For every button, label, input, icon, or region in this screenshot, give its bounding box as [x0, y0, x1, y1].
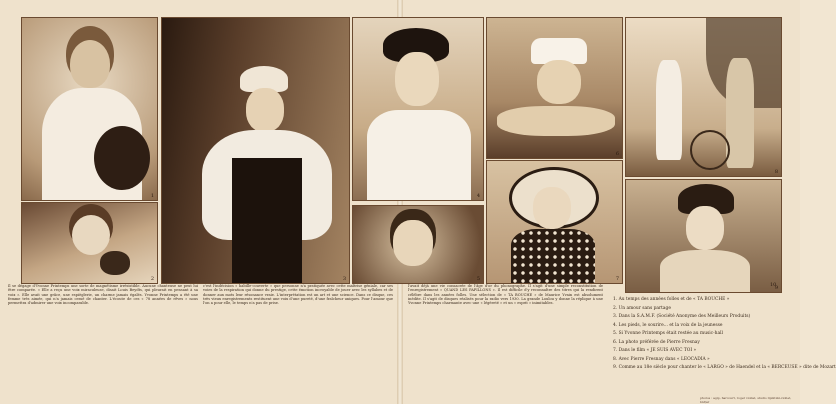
- body-paragraph: Il se dégage d'Yvonne Printemps une sorte de magnétisme irrésistible. Aucune chanteuse ne peut lui être comparée. « Elle a reçu une voix miraculeuse, disait Louis Beydts, qui pleurait en pensant à sa voix ». Elle avait une grâce, une espièglerie, un charme jamais égalés. Yvonne Printemps a été une femme très aimée, qui n'a jamais cessé de chanter. L'écoute de ces « 78 années de rêves » nous permettra d'admirer une voix incomparable.: [8, 284, 198, 306]
- fur-muff-shape: [94, 126, 150, 190]
- photo-number: 1: [150, 193, 154, 199]
- dog-shape: [100, 251, 130, 275]
- photo-6: [486, 17, 623, 159]
- body-paragraph: c'est l'indécision « habille-couverte » que personne n'a pratiquée avec cette maîtrise géniale, car ses voies de la respiration qui donne du prestige, cette émotion incroyable de jouer avec les syllabes et de donner aux mots leur résonance vraie. L'interprétation est un art et une science. Dans ce disque, ces très vieux enregistrements restituent une voix d'une pureté, d'une fraîcheur uniques. Pour l'amour que l'on a pour elle, le temps n'a pas de prise.: [203, 284, 393, 306]
- photo-number: 6: [615, 151, 619, 157]
- photo-9: [625, 179, 782, 293]
- photo-2: [21, 202, 158, 284]
- photo-number: 4: [476, 193, 480, 199]
- dress-shape: [232, 158, 302, 283]
- photo-number: 7: [615, 276, 619, 282]
- text-column-2: [203, 284, 393, 400]
- portrait-figure: [537, 60, 581, 104]
- caption-item: 7. Dans le film « JE SUIS AVEC TOI »: [613, 348, 697, 353]
- caption-item: 2. Un amour sans partage: [613, 305, 671, 311]
- photo-number: 8: [774, 169, 778, 175]
- photo-captions: [613, 296, 836, 402]
- portrait-figure: [395, 52, 439, 106]
- caption-item: 8. Avec Pierre Fresnay dans « LEOCADIA »: [613, 356, 710, 362]
- polka-dress-shape: [511, 229, 595, 283]
- text-column-1: [8, 284, 198, 400]
- photo-number: 5: [476, 276, 480, 282]
- caption-item: 4. Les pieds, le sourire... et la voix de la jeunesse: [613, 322, 723, 328]
- caption-item: 3. Dans la S.A.M.F. (Société Anonyme des Meilleurs Produits): [613, 314, 751, 319]
- bicycle-wheel-shape: [690, 130, 730, 170]
- portrait-figure: [393, 220, 433, 266]
- arms-shape: [497, 106, 615, 136]
- photo-1: [21, 17, 158, 201]
- caption-item: 9. Comme au 18e siècle pour chanter le « LARGO » de Haendel et la « BERCEUSE » dite de Mozart: [613, 365, 836, 370]
- photo-number: 3: [342, 276, 346, 282]
- photo-7: [486, 160, 623, 284]
- portrait-figure: [246, 88, 284, 132]
- photo-8: [625, 17, 782, 177]
- photo-3: [161, 17, 350, 284]
- caption-item: 1. Au temps des années folles et de « TA BOUCHE »: [613, 297, 730, 302]
- portrait-figure: [72, 215, 110, 255]
- text-column-3: [408, 284, 603, 400]
- photo-number: 2: [150, 276, 154, 282]
- photo-credit: photos : agip, harcourt, roger viollet, studio lipnitzki-viollet, bnf/ar: [700, 396, 792, 404]
- portrait-figure: [70, 40, 110, 88]
- period-gown-shape: [660, 250, 750, 292]
- caption-item: 5. Si Yvonne Printemps était restée au music-hall: [613, 331, 723, 336]
- photo-number: 9: [774, 285, 778, 291]
- portrait-figure: [686, 206, 724, 250]
- body-paragraph: l'avait déjà une vie consacrée de l'âge d'or du phonographe. Il s'agit d'une simple reconstitution de l'enregistrement « QUAND LES PAPILLONS ». Il est difficile d'y reconnaître des titres qui la rendirent célèbre dans les années folles. Une sélection de « TA BOUCHE » de Maurice Yvain est absolument inédite. Il s'agit de disques réalisés pour la radio vers 1930. La grande Loulou y donne la réplique à une Yvonne Printemps charmante avec une « légèreté » et un « esprit » inimitables.: [408, 284, 603, 306]
- man-figure: [726, 58, 754, 168]
- photo-4: [352, 17, 484, 201]
- coat-shape: [367, 110, 471, 200]
- photo-number-10: 10: [770, 282, 777, 288]
- woman-figure: [656, 60, 682, 160]
- caption-item: 6. La photo préférée de Pierre Fresnay: [613, 339, 700, 345]
- portrait-figure: [533, 187, 571, 229]
- photo-5: [352, 205, 484, 284]
